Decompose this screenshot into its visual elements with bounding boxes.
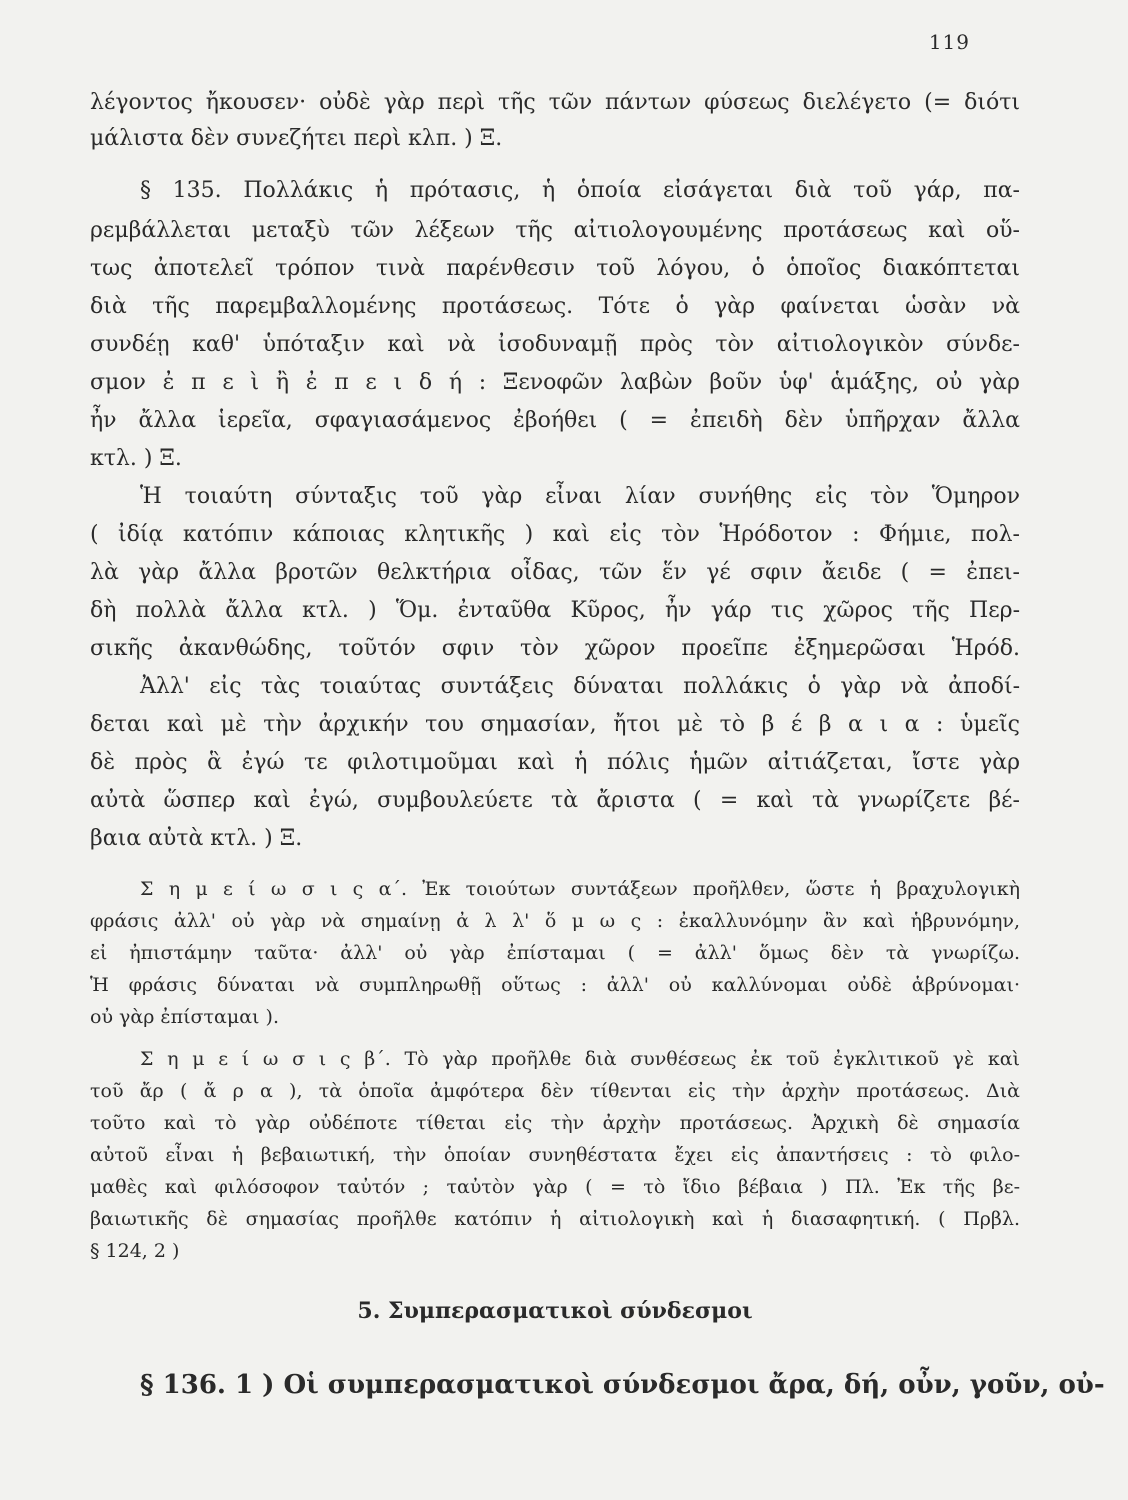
note-alpha-start: Σ η μ ε ί ω σ ι ς α΄. Ἐκ τοιούτων συντάξεων προῆλθεν, ὥστε ἡ βραχυλογικὴ — [140, 878, 1020, 900]
text-line: λέγοντος ἤκουσεν· οὐδὲ γὰρ περὶ τῆς τῶν πάντων φύσεως διελέγετο (= διότι — [90, 90, 1020, 115]
text-line: ἦν ἄλλα ἱερεῖα, σφαγιασάμενος ἐβοήθει ( = ἐπειδὴ δὲν ὑπῆρχαν ἄλλα — [90, 408, 1020, 433]
text-line: ρεμβάλλεται μεταξὺ τῶν λέξεων τῆς αἰτιολογουμένης προτάσεως καὶ οὕ- — [90, 218, 1020, 243]
text-line: φράσις ἀλλ' οὐ γὰρ νὰ σημαίνῃ ἀ λ λ' ὅ μ ω ς : ἐκαλλυνόμην ἂν καὶ ἡβρυνόμην, — [90, 910, 1020, 932]
text-line: αὐτὰ ὥσπερ καὶ ἐγώ, συμβουλεύετε τὰ ἄριστα ( = καὶ τὰ γνωρίζετε βέ- — [90, 788, 1020, 813]
note-beta-start: Σ η μ ε ί ω σ ι ς β΄. Τὸ γὰρ προῆλθε διὰ συνθέσεως ἐκ τοῦ ἐγκλιτικοῦ γὲ καὶ — [140, 1048, 1020, 1070]
text-line: κτλ. ) Ξ. — [90, 446, 182, 471]
text-line: βαια αὐτὰ κτλ. ) Ξ. — [90, 826, 303, 851]
text-line: σικῆς ἀκανθώδης, τοῦτόν σφιν τὸν χῶρον προεῖπε ἐξημερῶσαι Ἡρόδ. — [90, 636, 1020, 661]
text-line: ( ἰδίᾳ κατόπιν κάποιας κλητικῆς ) καὶ εἰς τὸν Ἡρόδοτον : Φήμιε, πολ- — [90, 522, 1020, 547]
text-line: διὰ τῆς παρεμβαλλομένης προτάσεως. Τότε ὁ γὰρ φαίνεται ὡσὰν νὰ — [90, 294, 1020, 319]
text-line: δὴ πολλὰ ἄλλα κτλ. ) Ὅμ. ἐνταῦθα Κῦρος, ἦν γάρ τις χῶρος τῆς Περ- — [90, 598, 1020, 623]
text-line: συνδέῃ καθ' ὑπόταξιν καὶ νὰ ἰσοδυναμῇ πρὸς τὸν αἰτιολογικὸν σύνδε- — [90, 332, 1020, 357]
paragraph-start: Ἡ τοιαύτη σύνταξις τοῦ γὰρ εἶναι λίαν συνήθης εἰς τὸν Ὅμηρον — [140, 484, 1020, 509]
text-line: μάλιστα δὲν συνεζήτει περὶ κλπ. ) Ξ. — [90, 126, 503, 151]
page-number: 119 — [928, 30, 970, 54]
text-line: τοῦτο καὶ τὸ γὰρ οὐδέποτε τίθεται εἰς τὴν ἀρχὴν προτάσεως. Ἀρχικὴ δὲ σημασία — [90, 1112, 1020, 1134]
text-line: Ἡ φράσις δύναται νὰ συμπληρωθῇ οὕτως : ἀλλ' οὐ καλλύνομαι οὐδὲ ἁβρύνομαι· — [90, 974, 1020, 996]
text-line: βαιωτικῆς δὲ σημασίας προῆλθε κατόπιν ἡ αἰτιολογικὴ καὶ ἡ διασαφητική. ( Πρβλ. — [90, 1208, 1020, 1230]
section-136-start: § 136. 1 ) Οἱ συμπερασματικοὶ σύνδεσμοι ἄρα, δή, οὖν, γοῦν, οὐ- — [140, 1370, 1105, 1400]
section-heading: 5. Συμπερασματικοὶ σύνδεσμοι — [357, 1298, 753, 1324]
text-line: οὐ γὰρ ἐπίσταμαι ). — [90, 1006, 279, 1028]
text-line: δεται καὶ μὲ τὴν ἀρχικήν του σημασίαν, ἤτοι μὲ τὸ β έ β α ι α : ὑμεῖς — [90, 712, 1020, 737]
text-line: λὰ γὰρ ἄλλα βροτῶν θελκτήρια οἶδας, τῶν ἕν γέ σφιν ἄειδε ( = ἐπει- — [90, 560, 1020, 585]
text-line: εἰ ἠπιστάμην ταῦτα· ἀλλ' οὐ γὰρ ἐπίσταμαι ( = ἀλλ' ὅμως δὲν τὰ γνωρίζω. — [90, 942, 1020, 964]
paragraph-start: Ἀλλ' εἰς τὰς τοιαύτας συντάξεις δύναται πολλάκις ὁ γὰρ νὰ ἀποδί- — [140, 674, 1020, 699]
text-line: σμον ἐ π ε ὶ ἢ ἐ π ε ι δ ή : Ξενοφῶν λαβὼν βοῦν ὑφ' ἁμάξης, οὐ γὰρ — [90, 370, 1020, 395]
section-135-start: § 135. Πολλάκις ἡ πρότασις, ἡ ὁποία εἰσάγεται διὰ τοῦ γάρ, πα- — [140, 178, 1020, 203]
text-line: τοῦ ἄρ ( ἄ ρ α ), τὰ ὁποῖα ἀμφότερα δὲν τίθενται εἰς τὴν ἀρχὴν προτάσεως. Διὰ — [90, 1080, 1020, 1102]
text-line: τως ἀποτελεῖ τρόπον τινὰ παρένθεσιν τοῦ λόγου, ὁ ὁποῖος διακόπτεται — [90, 256, 1020, 281]
text-line: δὲ πρὸς ἃ ἐγώ τε φιλοτιμοῦμαι καὶ ἡ πόλις ἡμῶν αἰτιάζεται, ἴστε γὰρ — [90, 750, 1020, 775]
text-line: μαθὲς καὶ φιλόσοφον ταὐτόν ; ταὐτὸν γὰρ ( = τὸ ἴδιο βέβαια ) Πλ. Ἐκ τῆς βε- — [90, 1176, 1020, 1198]
text-line: αὐτοῦ εἶναι ἡ βεβαιωτική, τὴν ὁποίαν συνηθέστατα ἔχει εἰς ἀπαντήσεις : τὸ φιλο- — [90, 1144, 1020, 1166]
text-line: § 124, 2 ) — [90, 1240, 180, 1262]
